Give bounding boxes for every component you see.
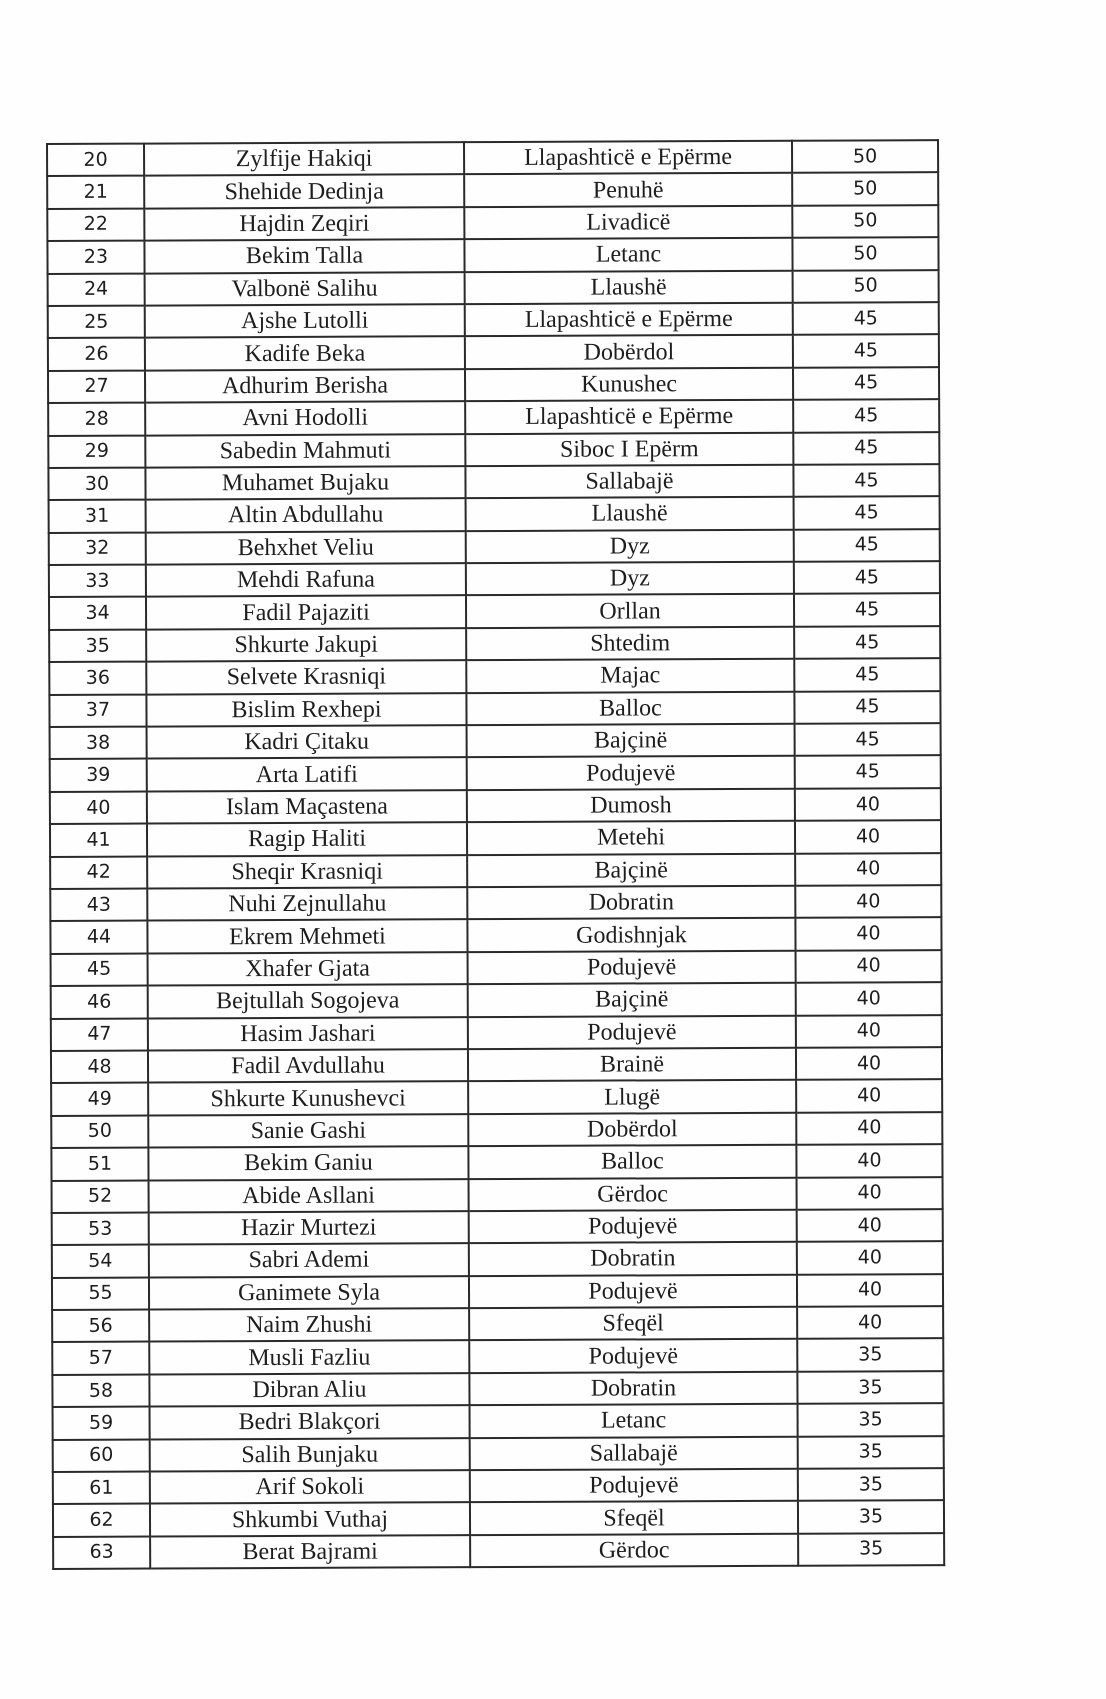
village-cell: Sfeqël: [470, 1501, 798, 1535]
points-cell: 40: [796, 950, 942, 983]
table-row: [48, 399, 939, 435]
person-name-cell: Behxhet Veliu: [146, 531, 466, 565]
row-number-cell: 51: [51, 1148, 148, 1181]
row-number-cell: 30: [48, 467, 145, 500]
points-cell: 50: [792, 205, 938, 238]
table-row: [53, 1468, 944, 1504]
person-name-cell: Bejtullah Sogojeva: [148, 984, 468, 1018]
points-cell: 40: [795, 917, 941, 950]
points-cell: 40: [797, 1209, 943, 1242]
village-cell: Brainë: [468, 1048, 796, 1082]
table-row: [50, 820, 941, 856]
row-number-cell: 44: [50, 921, 147, 954]
person-name-cell: Mehdi Rafuna: [146, 563, 466, 597]
row-number-cell: 41: [50, 824, 147, 857]
village-cell: Sfeqël: [469, 1307, 797, 1341]
table-row: [50, 885, 941, 921]
table-row: [49, 594, 940, 630]
table-row: [51, 1112, 942, 1148]
points-cell: 45: [794, 496, 940, 529]
person-name-cell: Islam Maçastena: [147, 790, 467, 824]
table-row: [48, 334, 939, 370]
table-row: [49, 561, 940, 597]
village-cell: Llaushë: [466, 497, 794, 531]
table-row: [52, 1177, 943, 1213]
person-name-cell: Ajshe Lutolli: [145, 304, 465, 338]
village-cell: Dyz: [466, 529, 794, 563]
row-number-cell: 60: [53, 1439, 150, 1472]
points-cell: 45: [794, 594, 940, 627]
village-cell: Gërdoc: [469, 1177, 797, 1211]
row-number-cell: 37: [49, 694, 146, 727]
roster-table-body: [47, 140, 944, 1569]
row-number-cell: 29: [48, 435, 145, 468]
person-name-cell: Avni Hodolli: [145, 401, 465, 435]
points-cell: 35: [798, 1468, 944, 1501]
person-name-cell: Naim Zhushi: [149, 1308, 469, 1342]
points-cell: 40: [795, 853, 941, 886]
person-name-cell: Dibran Aliu: [149, 1373, 469, 1407]
table-row: [52, 1306, 943, 1342]
table-row: [51, 982, 942, 1018]
table-row: [50, 917, 941, 953]
village-cell: Penuhë: [464, 173, 792, 207]
person-name-cell: Shehide Dedinja: [144, 175, 464, 209]
person-name-cell: Altin Abdullahu: [146, 498, 466, 532]
points-cell: 50: [793, 270, 939, 303]
points-cell: 45: [795, 723, 941, 756]
village-cell: Bajçinë: [468, 983, 796, 1017]
points-cell: 40: [796, 1112, 942, 1145]
table-row: [49, 691, 940, 727]
points-cell: 45: [793, 302, 939, 335]
points-cell: 45: [795, 756, 941, 789]
points-cell: 50: [792, 172, 938, 205]
row-number-cell: 34: [49, 597, 146, 630]
village-cell: Podujevë: [468, 951, 796, 985]
table-row: [52, 1241, 943, 1277]
points-cell: 45: [794, 658, 940, 691]
table-row: [47, 237, 938, 273]
village-cell: Sallabajë: [470, 1436, 798, 1470]
points-cell: 35: [798, 1436, 944, 1469]
points-cell: 40: [796, 1047, 942, 1080]
village-cell: Llapashticë e Epërme: [464, 141, 792, 175]
row-number-cell: 59: [53, 1407, 150, 1440]
table-row: [52, 1209, 943, 1245]
points-cell: 40: [796, 1144, 942, 1177]
person-name-cell: Salih Bunjaku: [150, 1438, 470, 1472]
person-name-cell: Abide Asllani: [149, 1179, 469, 1213]
table-row: [52, 1339, 943, 1375]
table-row: [53, 1533, 944, 1569]
village-cell: Gërdoc: [470, 1534, 798, 1568]
row-number-cell: 54: [52, 1245, 149, 1278]
table-row: [53, 1403, 944, 1439]
village-cell: Livadicë: [464, 206, 792, 240]
points-cell: 45: [793, 334, 939, 367]
village-cell: Dobratin: [469, 1372, 797, 1406]
row-number-cell: 21: [47, 176, 144, 209]
row-number-cell: 33: [49, 565, 146, 598]
table-row: [51, 950, 942, 986]
row-number-cell: 38: [50, 727, 147, 760]
village-cell: Podujevë: [469, 1210, 797, 1244]
row-number-cell: 57: [52, 1342, 149, 1375]
row-number-cell: 32: [49, 532, 146, 565]
row-number-cell: 49: [51, 1083, 148, 1116]
row-number-cell: 28: [48, 403, 145, 436]
village-cell: Dobërdol: [465, 335, 793, 369]
person-name-cell: Sheqir Krasniqi: [147, 855, 467, 889]
table-row: [49, 529, 940, 565]
village-cell: Siboc I Epërm: [465, 432, 793, 466]
village-cell: Bajçinë: [467, 724, 795, 758]
person-name-cell: Sanie Gashi: [148, 1114, 468, 1148]
village-cell: Bajçinë: [467, 853, 795, 887]
village-cell: Podujevë: [467, 756, 795, 790]
table-row: [52, 1274, 943, 1310]
person-name-cell: Selvete Krasniqi: [146, 660, 466, 694]
points-cell: 40: [795, 820, 941, 853]
points-cell: 40: [796, 1015, 942, 1048]
points-cell: 35: [798, 1501, 944, 1534]
row-number-cell: 63: [53, 1536, 150, 1569]
row-number-cell: 22: [47, 208, 144, 241]
person-name-cell: Zylfije Hakiqi: [144, 142, 464, 176]
table-row: [51, 1047, 942, 1083]
table-row: [47, 205, 938, 241]
row-number-cell: 31: [49, 500, 146, 533]
person-name-cell: Xhafer Gjata: [148, 952, 468, 986]
village-cell: Letanc: [470, 1404, 798, 1438]
row-number-cell: 23: [47, 241, 144, 274]
row-number-cell: 47: [51, 1018, 148, 1051]
person-name-cell: Adhurim Berisha: [145, 369, 465, 403]
table-row: [50, 853, 941, 889]
points-cell: 40: [797, 1306, 943, 1339]
row-number-cell: 26: [48, 338, 145, 371]
village-cell: Llapashticë e Epërme: [465, 303, 793, 337]
village-cell: Metehi: [467, 821, 795, 855]
village-cell: Dobërdol: [468, 1112, 796, 1146]
person-name-cell: Muhamet Bujaku: [145, 466, 465, 500]
row-number-cell: 20: [47, 144, 144, 177]
points-cell: 45: [794, 561, 940, 594]
village-cell: Orllan: [466, 594, 794, 628]
table-row: [53, 1501, 944, 1537]
table-row: [50, 756, 941, 792]
table-row: [48, 432, 939, 468]
points-cell: 45: [793, 367, 939, 400]
points-cell: 40: [796, 1079, 942, 1112]
row-number-cell: 48: [51, 1051, 148, 1084]
person-name-cell: Bedri Blakçori: [150, 1405, 470, 1439]
table-row: [51, 1079, 942, 1115]
row-number-cell: 55: [52, 1277, 149, 1310]
row-number-cell: 50: [51, 1115, 148, 1148]
person-name-cell: Kadife Beka: [145, 337, 465, 371]
person-name-cell: Ganimete Syla: [149, 1276, 469, 1310]
person-name-cell: Bekim Ganiu: [148, 1146, 468, 1180]
points-cell: 40: [797, 1177, 943, 1210]
person-name-cell: Sabedin Mahmuti: [145, 434, 465, 468]
row-number-cell: 56: [52, 1310, 149, 1343]
person-name-cell: Shkumbi Vuthaj: [150, 1503, 470, 1537]
row-number-cell: 61: [53, 1472, 150, 1505]
table-row: [48, 270, 939, 306]
village-cell: Kunushec: [465, 367, 793, 401]
person-name-cell: Fadil Pajaziti: [146, 596, 466, 630]
village-cell: Balloc: [466, 691, 794, 725]
points-cell: 45: [794, 529, 940, 562]
person-name-cell: Musli Fazliu: [149, 1341, 469, 1375]
person-name-cell: Berat Bajrami: [150, 1535, 470, 1569]
table-row: [52, 1371, 943, 1407]
person-name-cell: Sabri Ademi: [149, 1243, 469, 1277]
table-row: [49, 496, 940, 532]
row-number-cell: 40: [50, 791, 147, 824]
points-cell: 45: [793, 464, 939, 497]
person-name-cell: Bekim Talla: [144, 239, 464, 273]
village-cell: Godishnjak: [467, 918, 795, 952]
row-number-cell: 53: [52, 1212, 149, 1245]
person-name-cell: Valbonë Salihu: [145, 272, 465, 306]
person-name-cell: Shkurte Kunushevci: [148, 1081, 468, 1115]
village-cell: Podujevë: [470, 1469, 798, 1503]
village-cell: Llapashticë e Epërme: [465, 400, 793, 434]
points-cell: 40: [797, 1241, 943, 1274]
table-row: [51, 1144, 942, 1180]
table-row: [47, 140, 938, 176]
village-cell: Sallabajë: [465, 465, 793, 499]
points-cell: 40: [795, 885, 941, 918]
person-name-cell: Arta Latifi: [147, 758, 467, 792]
village-cell: Shtedim: [466, 627, 794, 661]
points-cell: 50: [792, 237, 938, 270]
points-cell: 35: [798, 1403, 944, 1436]
person-name-cell: Hajdin Zeqiri: [144, 207, 464, 241]
points-cell: 45: [794, 626, 940, 659]
person-name-cell: Nuhi Zejnullahu: [147, 887, 467, 921]
table-row: [47, 172, 938, 208]
person-name-cell: Fadil Avdullahu: [148, 1049, 468, 1083]
table-row: [50, 723, 941, 759]
table-row: [51, 1015, 942, 1051]
village-cell: Majac: [466, 659, 794, 693]
village-cell: Dumosh: [467, 789, 795, 823]
village-cell: Dobratin: [467, 886, 795, 920]
table-row: [50, 788, 941, 824]
row-number-cell: 52: [52, 1180, 149, 1213]
points-cell: 50: [792, 140, 938, 173]
village-cell: Podujevë: [468, 1015, 796, 1049]
table-row: [48, 464, 939, 500]
village-cell: Llugë: [468, 1080, 796, 1114]
points-cell: 35: [797, 1371, 943, 1404]
table-row: [53, 1436, 944, 1472]
row-number-cell: 36: [49, 662, 146, 695]
points-cell: 35: [798, 1533, 944, 1566]
person-name-cell: Kadri Çitaku: [147, 725, 467, 759]
points-cell: 40: [795, 788, 941, 821]
row-number-cell: 24: [48, 273, 145, 306]
points-cell: 35: [797, 1339, 943, 1372]
person-name-cell: Bislim Rexhepi: [146, 693, 466, 727]
person-name-cell: Arif Sokoli: [150, 1470, 470, 1504]
row-number-cell: 46: [51, 986, 148, 1019]
village-cell: Letanc: [464, 238, 792, 272]
village-cell: Llaushë: [465, 270, 793, 304]
table-row: [48, 367, 939, 403]
village-cell: Dyz: [466, 562, 794, 596]
row-number-cell: 62: [53, 1504, 150, 1537]
points-cell: 45: [794, 691, 940, 724]
person-name-cell: Shkurte Jakupi: [146, 628, 466, 662]
table-row: [48, 302, 939, 338]
row-number-cell: 25: [48, 306, 145, 339]
row-number-cell: 35: [49, 629, 146, 662]
points-cell: 40: [797, 1274, 943, 1307]
roster-table: [46, 139, 945, 1570]
row-number-cell: 42: [50, 856, 147, 889]
points-cell: 45: [793, 432, 939, 465]
row-number-cell: 39: [50, 759, 147, 792]
row-number-cell: 45: [51, 953, 148, 986]
table-row: [49, 626, 940, 662]
points-cell: 45: [793, 399, 939, 432]
village-cell: Dobratin: [469, 1242, 797, 1276]
table-row: [49, 658, 940, 694]
village-cell: Balloc: [468, 1145, 796, 1179]
row-number-cell: 43: [50, 889, 147, 922]
row-number-cell: 27: [48, 370, 145, 403]
person-name-cell: Ekrem Mehmeti: [147, 920, 467, 954]
village-cell: Podujevë: [469, 1274, 797, 1308]
village-cell: Podujevë: [469, 1339, 797, 1373]
row-number-cell: 58: [52, 1374, 149, 1407]
points-cell: 40: [796, 982, 942, 1015]
person-name-cell: Hasim Jashari: [148, 1017, 468, 1051]
person-name-cell: Hazir Murtezi: [149, 1211, 469, 1245]
person-name-cell: Ragip Haliti: [147, 822, 467, 856]
